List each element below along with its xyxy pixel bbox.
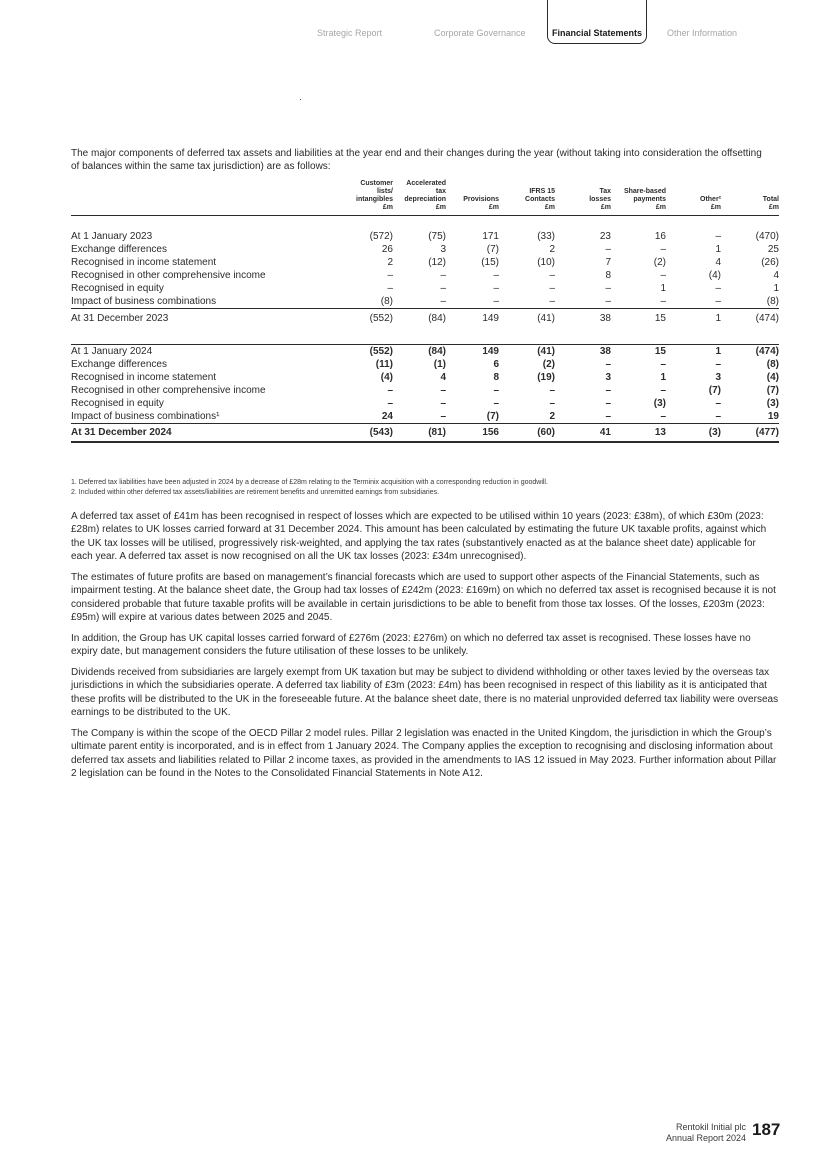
column-header-line: intangibles (356, 196, 393, 203)
table-cell: (26) (761, 257, 779, 268)
table-cell: (3) (666, 424, 721, 443)
row-label: Recognised in equity (71, 283, 164, 294)
spacer-cell (393, 328, 446, 345)
tab-financial-statements[interactable]: Financial Statements (547, 0, 647, 44)
table-cell: (4) (380, 372, 393, 383)
table-cell: (81) (393, 424, 446, 443)
table-cell: – (660, 359, 666, 370)
column-header-line: £m (768, 204, 779, 211)
table-cell: – (440, 270, 446, 281)
table-cell: (41) (499, 309, 555, 329)
row-label: Exchange differences (71, 359, 167, 370)
column-header-line: £m (382, 204, 393, 211)
spacer-cell (611, 328, 666, 345)
table-column-header (611, 180, 666, 216)
row-label: At 31 December 2023 (71, 309, 341, 329)
table-cell: 1 (666, 309, 721, 329)
table-row (71, 345, 779, 359)
table-cell: (474) (721, 309, 779, 329)
table-row (71, 269, 779, 282)
table-cell: (470) (755, 231, 779, 242)
paragraph-future-profits: The estimates of future profits are based on management’s financial forecasts which are used to support other aspects of the Financial Statements, such as impairment testing. At the balance sheet date, the Group had tax losses of £242m (2023: £169m) on which no deferred tax asset is recognised because it is not considered probable that future taxable profits will be available in certain jurisdictions to be able to benefit from those tax losses. Of the losses, £203m (2023: £95m) will expire at various dates between 2025 and 2045. (71, 572, 776, 623)
table-cell: (19) (537, 372, 555, 383)
table-cell: (84) (393, 309, 446, 329)
table-cell: – (440, 398, 446, 409)
column-header-line: Other² (700, 196, 721, 203)
row-label: Recognised in income statement (71, 257, 217, 268)
table-cell: 41 (555, 424, 611, 443)
table-cell: – (440, 411, 446, 422)
table-cell: 7 (605, 257, 611, 268)
table-cell: (7) (766, 385, 779, 396)
spacer-cell (499, 328, 555, 345)
spacer-cell (555, 216, 611, 231)
table-cell: (3) (653, 398, 666, 409)
table-cell: – (660, 244, 666, 255)
table-cell: – (387, 270, 393, 281)
table-column-header (499, 180, 555, 216)
column-header-line: Provisions (463, 196, 499, 203)
table-cell: (4) (766, 372, 779, 383)
spacer-cell (666, 216, 721, 231)
footnote-1: 1. Deferred tax liabilities have been adjusted in 2024 by a decrease of £28m relating to the Terminix acquisition with a corresponding reduction in goodwill. (71, 479, 548, 486)
table-cell: – (605, 359, 611, 370)
table-cell: 8 (493, 372, 499, 383)
table-cell: (552) (341, 309, 393, 329)
table-cell: 15 (654, 346, 666, 357)
deferred-tax-table (71, 180, 779, 443)
table-cell: 4 (440, 372, 446, 383)
row-label: Exchange differences (71, 244, 167, 255)
row-label: Recognised in income statement (71, 372, 217, 383)
footer-report-name (666, 1122, 746, 1144)
table-cell: 15 (611, 309, 666, 329)
table-cell: – (440, 385, 446, 396)
table-cell: – (493, 398, 499, 409)
table-cell: – (387, 283, 393, 294)
spacer-cell (611, 216, 666, 231)
table-cell: – (715, 296, 721, 307)
table-column-header (341, 180, 393, 216)
table-row (71, 230, 779, 243)
table-cell: – (440, 283, 446, 294)
footnote-2: 2. Included within other deferred tax assets/liabilities are retirement benefits and unremitted earnings from subsidiaries. (71, 489, 440, 496)
column-header-line: lists/ (377, 188, 393, 195)
table-cell: – (605, 385, 611, 396)
column-header-line: £m (544, 204, 555, 211)
table-cell: 2 (387, 257, 393, 268)
table-cell: – (715, 283, 721, 294)
table-cell: – (715, 359, 721, 370)
row-label: Impact of business combinations¹ (71, 411, 220, 422)
spacer-cell (499, 216, 555, 231)
table-cell: (4) (708, 270, 721, 281)
table-total-row-2024 (71, 424, 779, 443)
table-cell: (3) (766, 398, 779, 409)
table-row (71, 282, 779, 295)
table-cell: (75) (428, 231, 446, 242)
column-header-line: Contacts (525, 196, 555, 203)
footnotes (71, 478, 779, 498)
spacer-cell (721, 328, 779, 345)
table-cell: 4 (715, 257, 721, 268)
tab-strategic-report[interactable]: Strategic Report (317, 28, 383, 38)
table-cell: – (440, 296, 446, 307)
spacer-cell (341, 328, 393, 345)
table-column-header (393, 180, 446, 216)
stray-dot (300, 99, 301, 100)
table-cell: 3 (715, 372, 721, 383)
table-cell: – (605, 411, 611, 422)
table-cell: (11) (375, 359, 393, 370)
table-cell: (2) (542, 359, 555, 370)
table-cell: (474) (755, 346, 779, 357)
table-cell: 16 (654, 231, 666, 242)
spacer-cell (555, 328, 611, 345)
table-cell: – (493, 385, 499, 396)
table-cell: 25 (767, 244, 779, 255)
table-row (71, 384, 779, 397)
table-cell: 26 (381, 244, 393, 255)
column-header-line: IFRS 15 (529, 188, 555, 195)
tab-other-information[interactable]: Other Information (667, 28, 738, 38)
intro-text: The major components of deferred tax assets and liabilities at the year end and their changes during the year (without taking into consideration the offsetting of balances within the same tax jurisdiction) are as follows: (71, 148, 762, 172)
spacer-cell (666, 328, 721, 345)
table-cell: (8) (766, 296, 779, 307)
column-header-line: Total (762, 196, 779, 203)
table-gap-row (71, 328, 779, 345)
column-header-line: Accelerated (406, 180, 446, 187)
row-label: Recognised in other comprehensive income (71, 270, 266, 281)
table-total-row-2023 (71, 309, 779, 329)
paragraph-deferred-tax-asset: A deferred tax asset of £41m has been recognised in respect of losses which are expected to be utilised within 10 years (2023: £38m), of which £30m (2023: £28m) relates to UK losses carried forward at 31 December 2024. This amount has been calculated by estimating the future UK taxable profits, against which the UK tax losses will be utilised, progressively risk-weighted, and applying the tax rates (substantively enacted as at the balance sheet date) applicable for each year. A deferred tax asset is now recognised on all the UK tax losses (2023: £34m unrecognised). (71, 511, 767, 562)
table-cell: 1 (715, 244, 721, 255)
table-cell: 2 (549, 244, 555, 255)
column-header-line: Customer (360, 180, 393, 187)
row-label: At 1 January 2024 (71, 346, 153, 357)
spacer-cell (341, 216, 393, 231)
tab-corporate-governance[interactable]: Corporate Governance (434, 28, 526, 38)
table-cell: – (493, 296, 499, 307)
table-cell: (543) (341, 424, 393, 443)
table-cell: (84) (428, 346, 446, 357)
table-cell: (477) (721, 424, 779, 443)
table-cell: (7) (708, 385, 721, 396)
table-cell: 2 (549, 411, 555, 422)
table-cell: 8 (605, 270, 611, 281)
table-row (71, 410, 779, 424)
paragraph-pillar-2: The Company is within the scope of the OECD Pillar 2 model rules. Pillar 2 legislation was enacted in the United Kingdom, the jurisdiction in which the Group’s ultimate parent entity is incorporated, and is in effect from 1 January 2024. The Company applies the exception to recognising and disclosing information about deferred tax assets and liabilities related to Pillar 2 income taxes, as provided in the amendments to IAS 12 issued in May 2023. Further information about Pillar 2 legislation can be found in the Notes to the Consolidated Financial Statements in Note A12. (71, 728, 777, 779)
table-column-header (666, 180, 721, 216)
footer-report: Annual Report 2024 (665, 1133, 746, 1143)
row-label: Impact of business combinations (71, 296, 217, 307)
table-cell: – (605, 283, 611, 294)
table-cell: 156 (446, 424, 499, 443)
table-cell: 4 (773, 270, 779, 281)
table-cell: – (493, 270, 499, 281)
table-cell: – (660, 385, 666, 396)
table-cell: 149 (446, 309, 499, 329)
table-cell: – (605, 244, 611, 255)
table-cell: 1 (660, 372, 666, 383)
table-cell: – (715, 231, 721, 242)
column-header-line: tax (435, 188, 446, 195)
table-cell: 24 (381, 411, 393, 422)
column-header-line: £m (655, 204, 666, 211)
top-navigation (0, 0, 825, 46)
table-cell: – (715, 398, 721, 409)
table-column-header (721, 180, 779, 216)
column-header-line: losses (589, 196, 611, 203)
row-label: Recognised in other comprehensive income (71, 385, 266, 396)
table-row (71, 243, 779, 256)
table-cell: 171 (482, 231, 499, 242)
table-cell: – (493, 283, 499, 294)
column-header-line: £m (600, 204, 611, 211)
column-header-line: Tax (599, 188, 611, 195)
table-cell: (12) (428, 257, 446, 268)
table-cell: – (660, 296, 666, 307)
table-cell: – (549, 296, 555, 307)
table-cell: (8) (766, 359, 779, 370)
table-cell: 1 (773, 283, 779, 294)
table-cell: (41) (537, 346, 555, 357)
table-cell: (8) (380, 296, 393, 307)
table-column-header (446, 180, 499, 216)
table-cell: 149 (482, 346, 499, 357)
table-cell: – (549, 398, 555, 409)
table-cell: – (549, 283, 555, 294)
paragraph-dividends: Dividends received from subsidiaries are largely exempt from UK taxation but may be subject to dividend withholding or other taxes levied by the overseas tax jurisdictions in which the subsidiaries operate. A deferred tax liability of £3m (2023: £4m) has been recognised in respect of this liability as it is anticipated that these profits will be distributed to the UK in the foreseeable future. At the balance sheet date, there is no material unprovided deferred tax liability were overseas earnings to be distributed to the UK. (71, 667, 779, 718)
spacer-cell (721, 216, 779, 231)
table-cell: 23 (599, 231, 611, 242)
table-cell: 3 (605, 372, 611, 383)
column-header-line: payments (633, 196, 666, 203)
column-header-line: Share-based (623, 188, 666, 195)
table-cell: – (605, 398, 611, 409)
table-cell: – (605, 296, 611, 307)
table-cell: (7) (486, 411, 499, 422)
column-header-line: £m (488, 204, 499, 211)
table-row (71, 358, 779, 371)
paragraph-capital-losses: In addition, the Group has UK capital losses carried forward of £276m (2023: £276m) on which no deferred tax asset is recognised. These losses have no expiry date, but management considers the future utilisation of these losses to be unlikely. (71, 633, 751, 658)
table-cell: – (387, 398, 393, 409)
table-cell: 13 (611, 424, 666, 443)
table-cell: – (549, 385, 555, 396)
table-header-blank (71, 180, 341, 216)
table-cell: (15) (481, 257, 499, 268)
table-cell: 19 (767, 411, 779, 422)
table-cell: (7) (486, 244, 499, 255)
table-row (71, 371, 779, 384)
table-row (71, 397, 779, 410)
spacer-cell (71, 328, 341, 345)
table-cell: – (715, 411, 721, 422)
table-cell: – (549, 270, 555, 281)
table-cell: 3 (440, 244, 446, 255)
table-cell: (10) (537, 257, 555, 268)
row-label: At 1 January 2023 (71, 231, 153, 242)
spacer-cell (446, 216, 499, 231)
column-header-line: £m (710, 204, 721, 211)
table-cell: 38 (599, 346, 611, 357)
table-cell: (572) (369, 231, 393, 242)
table-cell: (33) (537, 231, 555, 242)
table-cell: – (660, 411, 666, 422)
spacer-cell (446, 328, 499, 345)
column-header-line: £m (435, 204, 446, 211)
footer-company: Rentokil Initial plc (675, 1122, 746, 1132)
table-spacer-row (71, 216, 779, 231)
page-number: 187 (752, 1120, 781, 1139)
table-cell: 1 (715, 346, 721, 357)
column-header-line: depreciation (404, 196, 446, 203)
row-label: Recognised in equity (71, 398, 164, 409)
table-cell: – (660, 270, 666, 281)
table-row (71, 256, 779, 269)
spacer-cell (393, 216, 446, 231)
table-cell: – (387, 385, 393, 396)
table-column-header (555, 180, 611, 216)
table-row (71, 295, 779, 309)
table-cell: (1) (433, 359, 446, 370)
table-cell: 6 (493, 359, 499, 370)
table-cell: (2) (653, 257, 666, 268)
table-cell: (552) (369, 346, 393, 357)
spacer-cell (71, 216, 341, 231)
table-cell: 1 (660, 283, 666, 294)
row-label: At 31 December 2024 (71, 424, 341, 443)
table-cell: 38 (555, 309, 611, 329)
table-cell: (60) (499, 424, 555, 443)
table-header-row (71, 180, 779, 216)
